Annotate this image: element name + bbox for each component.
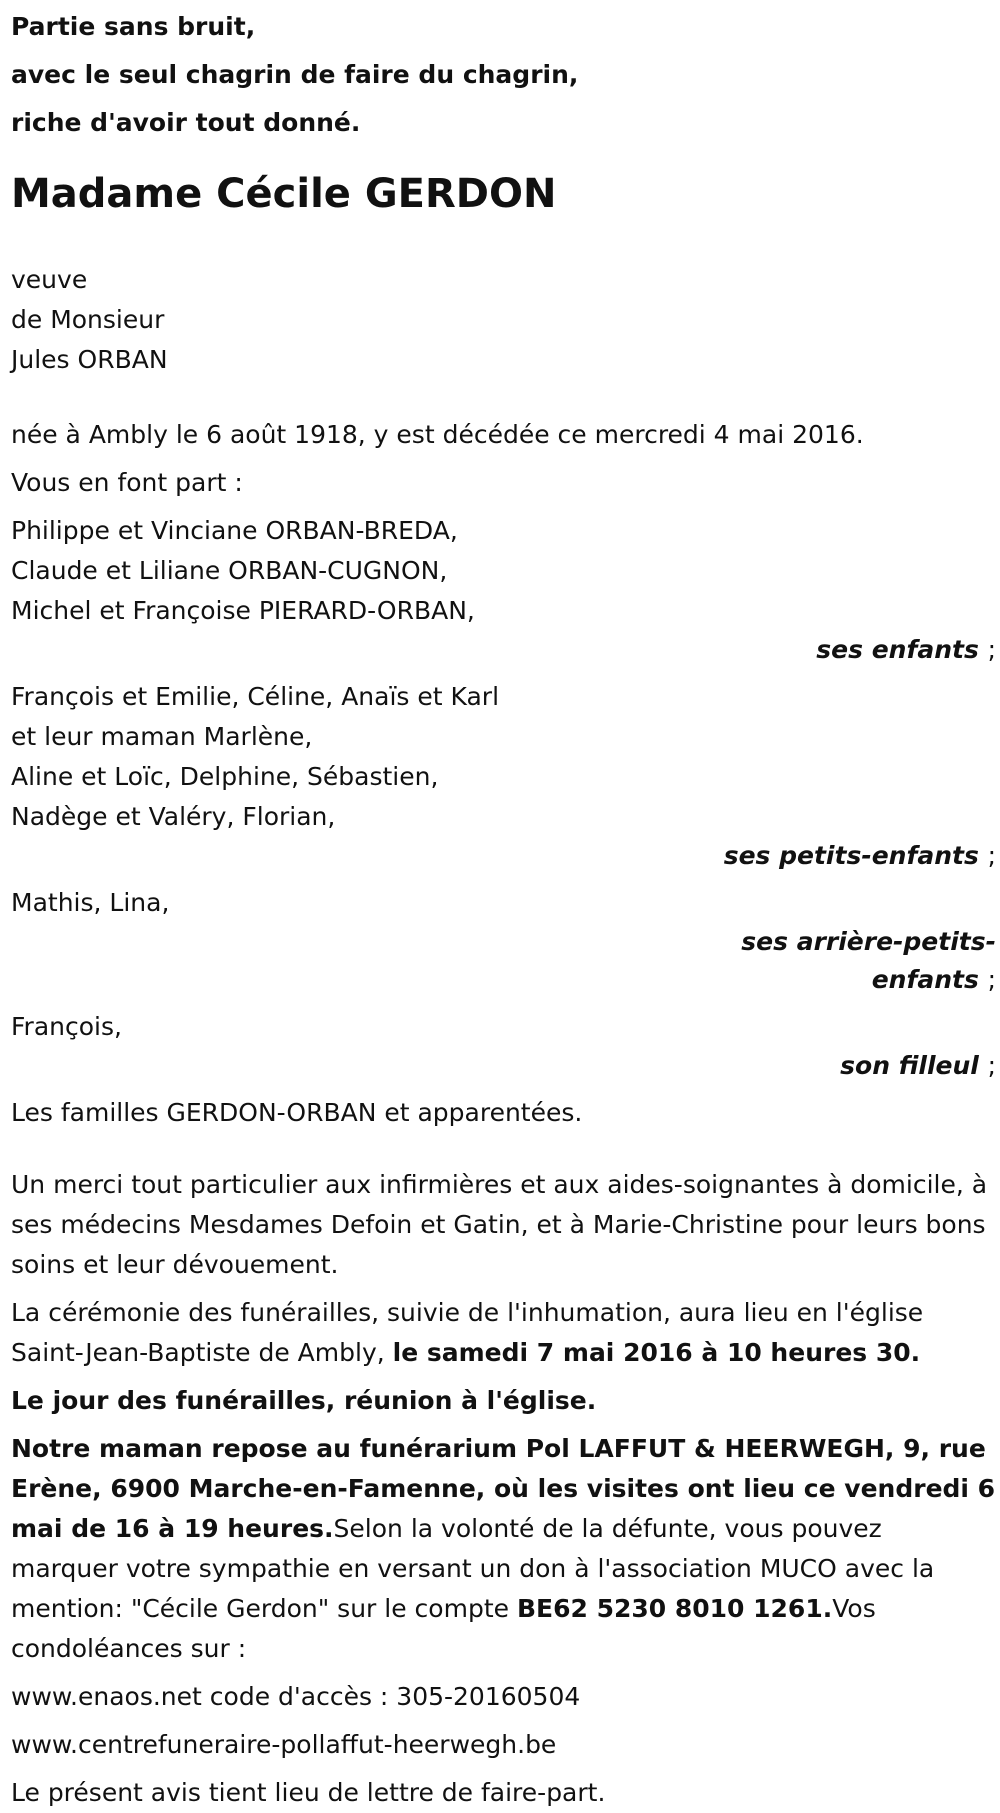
great-grandchildren-block <box>11 883 996 999</box>
widow-line: Jules ORBAN <box>11 345 168 374</box>
relation-text: ses arrière-petits- <box>741 927 996 956</box>
relation-text: ses enfants <box>816 635 979 664</box>
child-name: Philippe et Vinciane ORBAN-BREDA, <box>11 516 458 545</box>
relation-label <box>11 631 996 669</box>
godson-name: François, <box>11 1012 122 1041</box>
poem <box>11 3 996 147</box>
widow-block <box>11 260 996 380</box>
closing-line: Le présent avis tient lieu de lettre de faire-part. <box>11 1778 606 1807</box>
condolences-text: Vos condoléances sur : <box>11 1594 876 1663</box>
families-line: Les familles GERDON-ORBAN et apparentées. <box>11 1098 583 1127</box>
grandchild-name: Aline et Loïc, Delphine, Sébastien, <box>11 762 439 791</box>
relation-semicolon: ; <box>987 841 996 870</box>
relation-label <box>11 1047 996 1085</box>
relation-semicolon: ; <box>987 965 996 994</box>
grandchild-name: François et Emilie, Céline, Anaïs et Karl <box>11 682 500 711</box>
children-block <box>11 511 996 669</box>
poem-line: riche d'avoir tout donné. <box>11 108 361 137</box>
rest-paragraph <box>11 1429 996 1669</box>
meeting-line: Le jour des funérailles, réunion à l'église. <box>11 1386 597 1415</box>
ceremony-date: le samedi 7 mai 2016 à 10 heures 30. <box>392 1338 921 1367</box>
child-name: Claude et Liliane ORBAN-CUGNON, <box>11 556 448 585</box>
godson-block <box>11 1007 996 1085</box>
website-enaos: www.enaos.net code d'accès : 305-20160504 <box>11 1682 581 1711</box>
website-funeral-center: www.centrefuneraire-pollaffut-heerwegh.be <box>11 1730 557 1759</box>
grandchild-name: Nadège et Valéry, Florian, <box>11 802 336 831</box>
great-grandchild-name: Mathis, Lina, <box>11 888 170 917</box>
birth-death-line: née à Ambly le 6 août 1918, y est décédée ce mercredi 4 mai 2016. <box>11 420 864 449</box>
relation-text: son filleul <box>840 1051 979 1080</box>
relation-text: ses petits-enfants <box>723 841 979 870</box>
funerarium-info: Notre maman repose au funérarium Pol LAFFUT & HEERWEGH, 9, rue Erène, 6900 Marche-en-Famenne, où les visites ont lieu ce vendredi 6 mai de 16 à 19 heures. <box>11 1434 996 1543</box>
death-notice <box>11 3 996 1813</box>
donation-text: Selon la volonté de la défunte, vous pouvez marquer votre sympathie en versant un don à l'association MUCO avec la mention: "Cécile Gerdon" sur le compte <box>11 1514 935 1623</box>
widow-line: veuve <box>11 265 88 294</box>
ceremony-paragraph <box>11 1293 996 1373</box>
announce-line: Vous en font part : <box>11 468 243 497</box>
relation-label <box>11 923 996 999</box>
thanks-paragraph: Un merci tout particulier aux infirmières et aux aides-soignantes à domicile, à ses médecins Mesdames Defoin et Gatin, et à Marie-Christine pour leurs bons soins et leur dévouement. <box>11 1170 988 1279</box>
bank-account: BE62 5230 8010 1261. <box>516 1594 833 1623</box>
relation-semicolon: ; <box>987 635 996 664</box>
relation-text: enfants <box>871 965 979 994</box>
child-name: Michel et Françoise PIERARD-ORBAN, <box>11 596 475 625</box>
widow-line: de Monsieur <box>11 305 165 334</box>
grandchild-name: et leur maman Marlène, <box>11 722 313 751</box>
grandchildren-block <box>11 677 996 875</box>
relation-semicolon: ; <box>987 1051 996 1080</box>
ceremony-text: La cérémonie des funérailles, suivie de l'inhumation, aura lieu en l'église Saint-Jean-Baptiste de Ambly, <box>11 1298 924 1367</box>
poem-line: avec le seul chagrin de faire du chagrin, <box>11 60 579 89</box>
relation-label <box>11 837 996 875</box>
poem-line: Partie sans bruit, <box>11 12 256 41</box>
deceased-name: Madame Cécile GERDON <box>11 171 557 217</box>
